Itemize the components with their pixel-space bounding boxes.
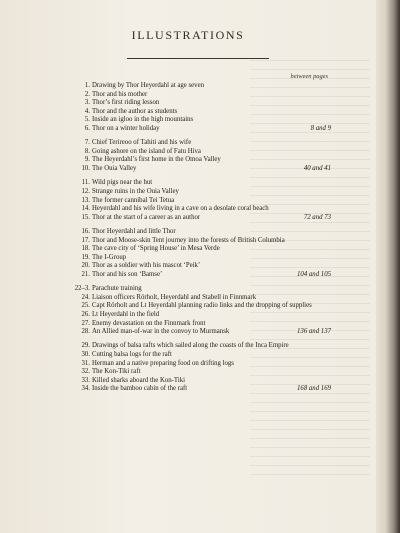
list-item bbox=[79, 377, 331, 386]
list-item bbox=[79, 245, 331, 254]
page-range: 40 and 41 bbox=[303, 165, 331, 173]
item-caption: Thor and his mother bbox=[92, 90, 148, 98]
item-caption: Thor as a soldier with his mascot ‘Peik’ bbox=[92, 262, 201, 270]
item-caption: Drawing by Thor Heyerdahl at age seven bbox=[92, 82, 204, 89]
list-item bbox=[79, 262, 331, 271]
item-caption: Thor and Moose-skin Tent journey into the forests of British Columbia bbox=[92, 236, 285, 244]
item-caption: Thor on a winter holiday bbox=[92, 124, 160, 132]
list-item bbox=[79, 188, 331, 197]
list-item bbox=[79, 302, 331, 311]
page-range: 136 and 137 bbox=[297, 328, 331, 336]
book-gutter bbox=[376, 0, 400, 533]
item-caption: Liaison officers Rörholt, Heyerdahl and Stabell in Finnmark bbox=[92, 293, 257, 301]
list-item bbox=[79, 294, 331, 303]
item-number: 7. bbox=[84, 139, 90, 147]
item-caption: The I-Group bbox=[92, 253, 127, 261]
item-caption: Thor at the start of a career as an author bbox=[92, 213, 201, 221]
page-range: 8 and 9 bbox=[310, 124, 331, 132]
list-item bbox=[79, 156, 331, 165]
item-number: 10. bbox=[81, 165, 90, 173]
item-number: 22–3. bbox=[74, 285, 90, 293]
item-caption: Inside an igloo in the high mountains bbox=[92, 116, 194, 124]
item-number: 25. bbox=[81, 302, 90, 310]
list-item bbox=[79, 328, 331, 337]
title-rule bbox=[127, 58, 269, 59]
list-item bbox=[79, 214, 331, 223]
item-caption: Inside the bamboo cabin of the raft bbox=[92, 385, 188, 393]
item-number: 9. bbox=[84, 156, 90, 164]
list-item bbox=[79, 148, 331, 157]
list-item bbox=[79, 116, 331, 125]
page-range: 104 and 105 bbox=[297, 270, 331, 278]
list-item bbox=[79, 385, 331, 394]
item-number: 5. bbox=[84, 116, 90, 124]
page-range: 72 and 73 bbox=[303, 213, 331, 221]
illustrations-list bbox=[74, 82, 331, 400]
item-number: 6. bbox=[84, 124, 90, 132]
item-caption: Cutting balsa logs for the raft bbox=[92, 351, 172, 359]
item-caption: The Ouia Valley bbox=[92, 165, 137, 173]
list-item bbox=[79, 91, 331, 100]
item-caption: An Allied man-of-war in the convoy to Murmansk bbox=[92, 328, 230, 336]
list-item bbox=[79, 311, 331, 320]
item-number: 1. bbox=[84, 82, 90, 89]
entry-group bbox=[79, 179, 331, 222]
list-item bbox=[79, 228, 331, 237]
item-caption: Parachute training bbox=[92, 285, 142, 293]
list-item bbox=[74, 285, 331, 294]
list-item bbox=[79, 82, 331, 91]
item-number: 31. bbox=[81, 359, 90, 367]
list-item bbox=[79, 108, 331, 117]
item-number: 12. bbox=[81, 187, 90, 195]
item-number: 29. bbox=[81, 342, 90, 350]
item-caption: Killed sharks aboard the Kon-Tiki bbox=[92, 376, 186, 384]
item-caption: Wild pigs near the hut bbox=[92, 179, 153, 187]
item-caption: Enemy devastation on the Finnmark front bbox=[92, 319, 206, 327]
entry-group bbox=[79, 228, 331, 280]
item-number: 19. bbox=[81, 253, 90, 261]
page-title: ILLUSTRATIONS bbox=[131, 28, 245, 42]
item-number: 30. bbox=[81, 351, 90, 359]
item-caption: Thor Heyerdahl and little Thor bbox=[92, 227, 176, 235]
item-number: 27. bbox=[81, 319, 90, 327]
item-number: 2. bbox=[84, 90, 90, 98]
item-caption: The former cannibal Tei Tetua bbox=[92, 196, 175, 204]
item-caption: The Heyerdahl’s first home in the Omoa Valley bbox=[92, 156, 221, 164]
item-number: 17. bbox=[81, 236, 90, 244]
item-caption: Thor and his son ‘Bamse’ bbox=[92, 270, 163, 278]
item-number: 20. bbox=[81, 262, 90, 270]
item-caption: Chief Terireoo of Tahiti and his wife bbox=[92, 139, 192, 147]
list-item bbox=[79, 237, 331, 246]
item-caption: The cave city of ‘Spring House’ in Mesa Verde bbox=[92, 245, 220, 253]
list-item bbox=[79, 360, 331, 369]
item-number: 21. bbox=[81, 270, 90, 278]
page-range: 168 and 169 bbox=[297, 385, 331, 393]
item-caption: Lt Heyerdahl in the field bbox=[92, 311, 160, 318]
item-caption: Herman and a native preparing food on drifting logs bbox=[92, 359, 234, 367]
item-number: 14. bbox=[81, 205, 90, 213]
entry-group bbox=[79, 82, 331, 134]
list-item bbox=[79, 179, 331, 188]
between-pages-label: between pages bbox=[290, 73, 328, 80]
item-caption: Heyerdahl and his wife living in a cave on a desolate coral beach bbox=[92, 205, 269, 213]
item-number: 33. bbox=[81, 376, 90, 384]
item-number: 4. bbox=[84, 107, 90, 115]
list-item bbox=[79, 205, 331, 214]
list-item bbox=[79, 99, 331, 108]
item-caption: Thor’s first riding lesson bbox=[92, 99, 160, 107]
item-number: 32. bbox=[81, 368, 90, 376]
entry-group bbox=[79, 342, 331, 394]
list-item bbox=[79, 320, 331, 329]
item-number: 34. bbox=[81, 385, 90, 393]
list-item bbox=[79, 197, 331, 206]
entry-group bbox=[79, 139, 331, 173]
list-item bbox=[79, 368, 331, 377]
item-number: 3. bbox=[84, 99, 90, 107]
item-number: 18. bbox=[81, 245, 90, 253]
item-caption: The Kon-Tiki raft bbox=[92, 368, 141, 376]
item-number: 16. bbox=[81, 227, 90, 235]
item-number: 15. bbox=[81, 213, 90, 221]
item-caption: Drawings of balsa rafts which sailed along the coasts of the Inca Empire bbox=[92, 342, 289, 350]
list-item bbox=[79, 139, 331, 148]
list-item bbox=[79, 125, 331, 134]
item-number: 8. bbox=[84, 147, 90, 155]
list-item bbox=[79, 351, 331, 360]
item-number: 24. bbox=[81, 293, 90, 301]
item-number: 13. bbox=[81, 196, 90, 204]
item-caption: Going ashore on the island of Fatu Hiva bbox=[92, 147, 201, 155]
item-number: 28. bbox=[81, 328, 90, 336]
entry-group bbox=[74, 285, 331, 337]
list-item bbox=[79, 271, 331, 280]
item-caption: Strange ruins in the Ouia Valley bbox=[92, 187, 179, 195]
list-item bbox=[79, 165, 331, 174]
item-caption: Capt Rörholt and Lt Heyerdahl planning radio links and the dropping of supplies bbox=[92, 302, 312, 310]
item-caption: Thor and the author as students bbox=[92, 107, 178, 115]
item-number: 11. bbox=[81, 179, 90, 187]
item-number: 26. bbox=[81, 311, 90, 318]
list-item bbox=[79, 254, 331, 263]
list-item bbox=[79, 342, 331, 351]
